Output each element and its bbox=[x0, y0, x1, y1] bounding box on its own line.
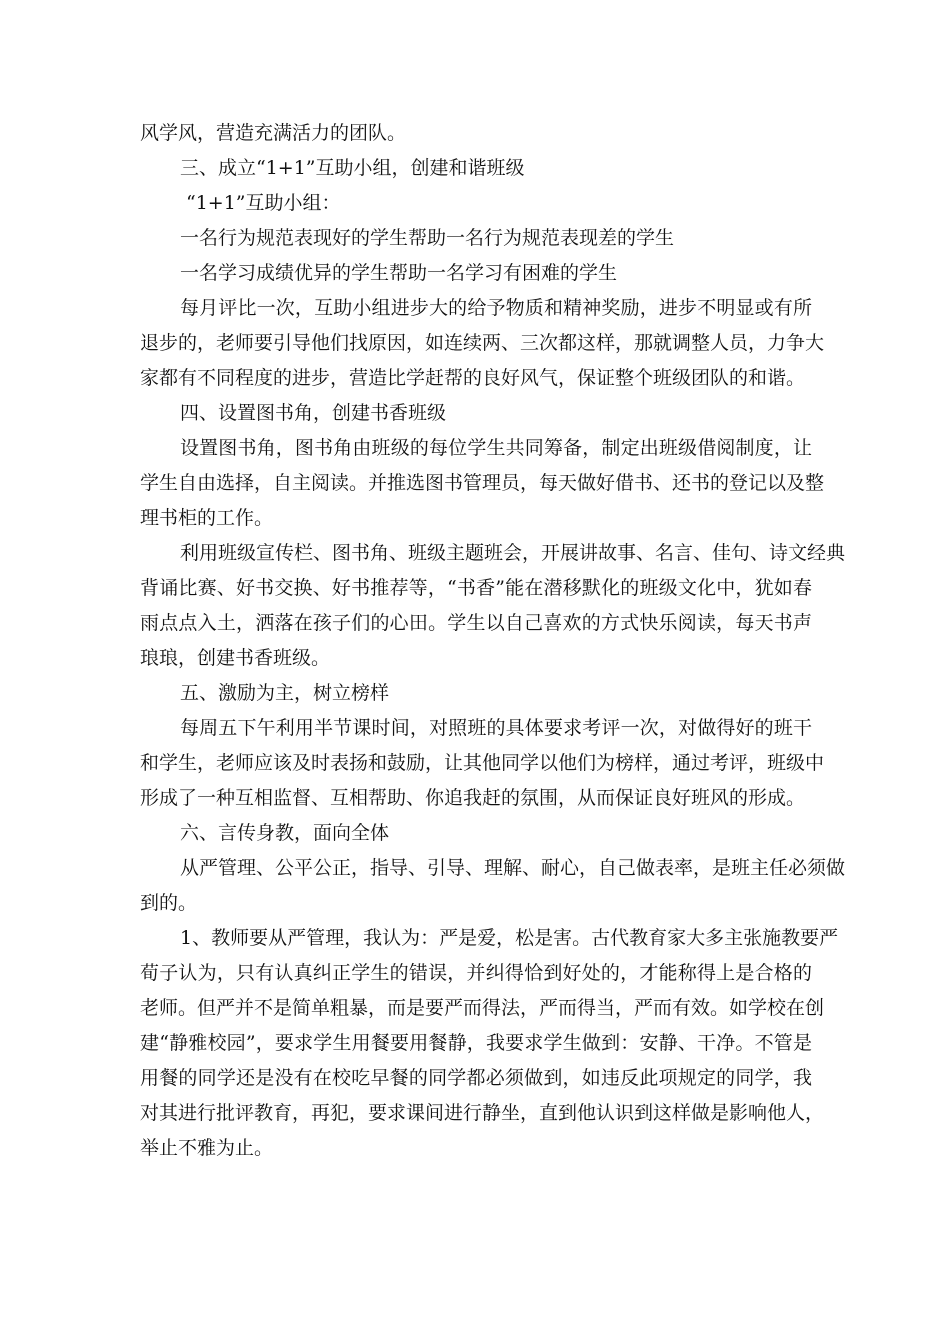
text-line: 用餐的同学还是没有在校吃早餐的同学都必须做到，如违反此项规定的同学，我 bbox=[140, 1067, 812, 1089]
text-line: 对其进行批评教育，再犯，要求课间进行静坐，直到他认识到这样做是影响他人， bbox=[140, 1102, 825, 1124]
section-heading: 三、成立“1+1”互助小组，创建和谐班级 bbox=[180, 157, 525, 179]
text-line: 举止不雅为止。 bbox=[140, 1137, 274, 1159]
text-line: 设置图书角，图书角由班级的每位学生共同筹备，制定出班级借阅制度，让 bbox=[180, 437, 812, 459]
text-line: 学生自由选择，自主阅读。并推选图书管理员，每天做好借书、还书的登记以及整 bbox=[140, 472, 825, 494]
text-line: 每月评比一次，互助小组进步大的给予物质和精神奖励，进步不明显或有所 bbox=[180, 297, 812, 319]
section-heading: 五、激励为主，树立榜样 bbox=[180, 682, 390, 704]
text-line: 退步的，老师要引导他们找原因，如连续两、三次都这样，那就调整人员，力争大 bbox=[140, 332, 825, 354]
text-line: 雨点点入土，洒落在孩子们的心田。学生以自己喜欢的方式快乐阅读，每天书声 bbox=[140, 612, 812, 634]
text-line: 形成了一种互相监督、互相帮助、你追我赶的氛围，从而保证良好班风的形成。 bbox=[140, 787, 806, 809]
text-line: 风学风，营造充满活力的团队。 bbox=[140, 122, 407, 144]
text-line: 每周五下午利用半节课时间，对照班的具体要求考评一次，对做得好的班干 bbox=[180, 717, 812, 739]
section-heading: 六、言传身教，面向全体 bbox=[180, 822, 390, 844]
text-line: 荀子认为，只有认真纠正学生的错误，并纠得恰到好处的，才能称得上是合格的 bbox=[140, 962, 812, 984]
text-line: 从严管理、公平公正，指导、引导、理解、耐心，自己做表率，是班主任必须做 bbox=[180, 857, 846, 879]
text-line: 老师。但严并不是简单粗暴，而是要严而得法，严而得当，严而有效。如学校在创 bbox=[140, 997, 825, 1019]
text-line: 建“静雅校园”，要求学生用餐要用餐静，我要求学生做到：安静、干净。不管是 bbox=[140, 1032, 812, 1054]
text-line: 家都有不同程度的进步，营造比学赶帮的良好风气，保证整个班级团队的和谐。 bbox=[140, 367, 806, 389]
text-line: 利用班级宣传栏、图书角、班级主题班会，开展讲故事、名言、佳句、诗文经典 bbox=[180, 542, 846, 564]
text-line: 背诵比赛、好书交换、好书推荐等，“书香”能在潜移默化的班级文化中，犹如春 bbox=[140, 577, 812, 599]
text-line: 理书柜的工作。 bbox=[140, 507, 274, 529]
text-line: 琅琅，创建书香班级。 bbox=[140, 647, 331, 669]
text-line: 到的。 bbox=[140, 892, 198, 914]
text-line: 和学生，老师应该及时表扬和鼓励，让其他同学以他们为榜样，通过考评，班级中 bbox=[140, 752, 825, 774]
body-text bbox=[140, 116, 846, 1166]
text-line: 一名学习成绩优异的学生帮助一名学习有困难的学生 bbox=[180, 262, 618, 284]
text-line: 一名行为规范表现好的学生帮助一名行为规范表现差的学生 bbox=[180, 227, 675, 249]
section-heading: 四、设置图书角，创建书香班级 bbox=[180, 402, 447, 424]
subheading: “1+1”互助小组： bbox=[186, 192, 341, 214]
text-line: 1、教师要从严管理，我认为：严是爱，松是害。古代教育家大多主张施教要严 bbox=[180, 927, 839, 949]
